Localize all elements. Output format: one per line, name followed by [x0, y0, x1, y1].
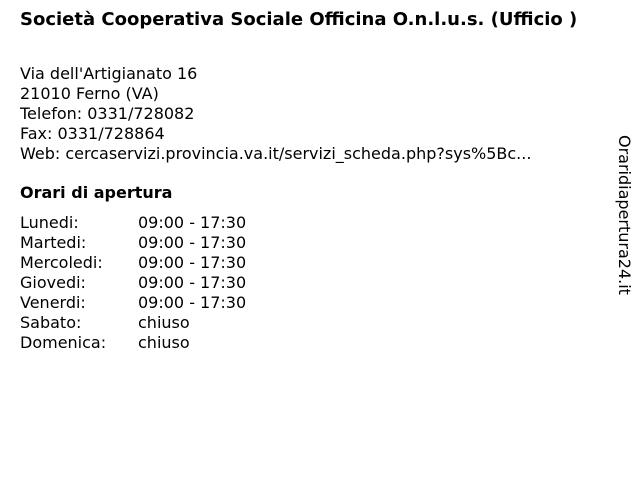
- business-info: [20, 64, 531, 164]
- time-value: 09:00 - 17:30: [138, 233, 247, 252]
- time-value: chiuso: [138, 313, 190, 332]
- website-link[interactable]: Web: cercaservizi.provincia.va.it/servizi_scheda.php?sys%5Bc...: [20, 144, 532, 163]
- hours-row-sunday: [20, 333, 246, 353]
- day-label: Mercoledi:: [20, 253, 103, 272]
- time-value: 09:00 - 17:30: [138, 273, 247, 292]
- hours-row-thursday: [20, 273, 246, 293]
- day-label: Lunedi:: [20, 213, 79, 232]
- business-name: Società Cooperativa Sociale Officina O.n.l.u.s. (Ufficio ): [20, 9, 578, 30]
- day-label: Martedi:: [20, 233, 87, 252]
- time-value: 09:00 - 17:30: [138, 213, 247, 232]
- hours-row-tuesday: [20, 233, 246, 253]
- hours-row-friday: [20, 293, 246, 313]
- address-city: 21010 Ferno (VA): [20, 84, 159, 103]
- hours-row-saturday: [20, 313, 246, 333]
- day-label: Sabato:: [20, 313, 82, 332]
- hours-row-wednesday: [20, 253, 246, 273]
- time-value: chiuso: [138, 333, 190, 352]
- time-value: 09:00 - 17:30: [138, 253, 247, 272]
- hours-row-monday: [20, 213, 246, 233]
- opening-hours-heading: Orari di apertura: [20, 183, 173, 202]
- phone-number: Telefon: 0331/728082: [20, 104, 195, 123]
- time-value: 09:00 - 17:30: [138, 293, 247, 312]
- fax-number: Fax: 0331/728864: [20, 124, 165, 143]
- day-label: Domenica:: [20, 333, 107, 352]
- day-label: Giovedi:: [20, 273, 86, 292]
- day-label: Venerdi:: [20, 293, 86, 312]
- address-street: Via dell'Artigianato 16: [20, 64, 198, 83]
- site-watermark: Oraridiapertura24.it: [615, 135, 634, 295]
- opening-hours-table: [20, 213, 246, 353]
